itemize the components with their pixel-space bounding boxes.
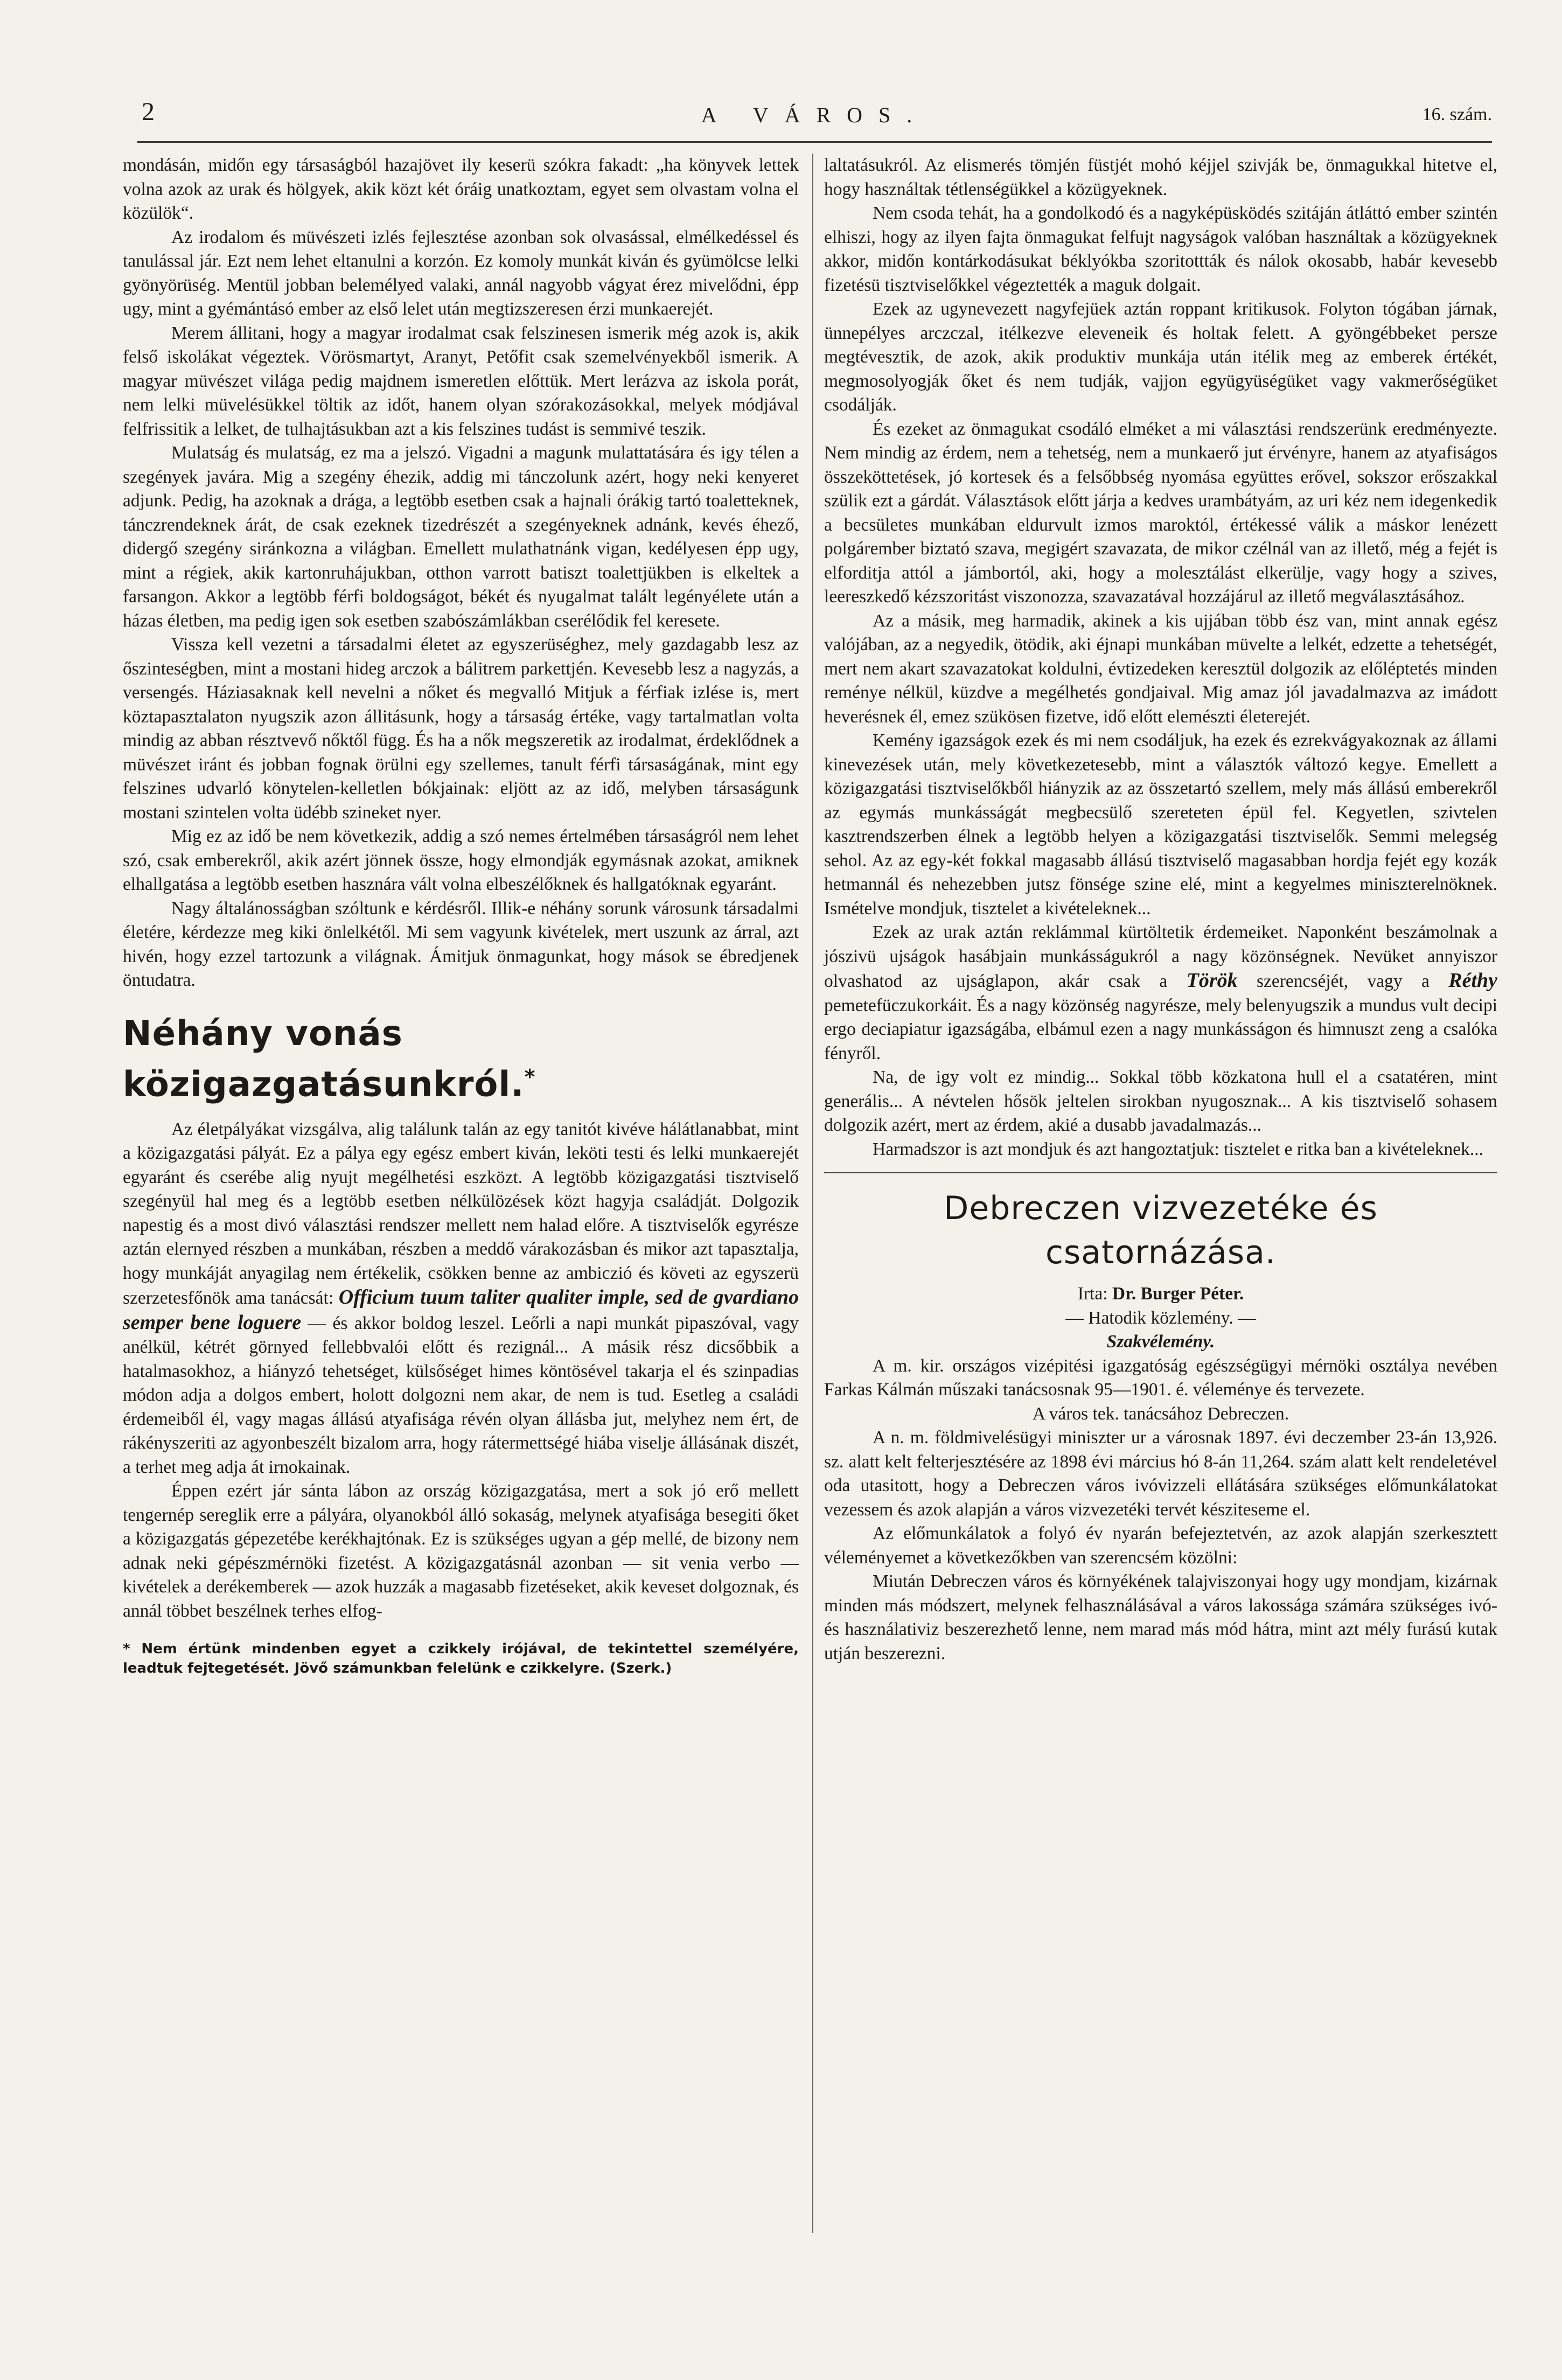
paragraph: Ezek az ugynevezett nagyfejüek aztán roppant kritikusok. Folyton tógában járnak, ünnepélyes arczczal, itélkezve eleveneik és holtak felett. A gyöngébbeket persze megtévesztik, de azok, akik produktiv munkája után itélik meg az emberek értékét, megmosolyogják őket és nem tudják, vajjon együgyüségüket vagy vakmerőségüket csodálják. xyxy=(824,299,1497,415)
paragraph: Az előmunkálatok a folyó év nyarán befejeztetvén, az azok alapján szerkesztett véleményemet a következőkben van szerencsém közölni: xyxy=(824,1523,1497,1568)
paragraph: Mulatság és mulatság, ez ma a jelszó. Vigadni a magunk mulattatására és igy télen a szegények javára. Mig a szegény éhezik, addig mi tánczolunk azért, hogy neki kenyeret adjunk. Pedig, ha azoknak a drága, a legtöbb esetben csak a hajnali órákig tartó toaletteknek, tánczrendeknek árát, de csak ezeknek tizedrészét a szegényeknek adnánk, kevés éhező, didergő szegény siránkozna a világban. Emellett mulathatnánk vigan, kedélyesen épp ugy, mint a régiek, akik kartonruhájukban, otthon varrott batiszt toalettjükben is elkeltek a farsangon. Akkor a legtöbb férfi boldogságot, békét és nyugalmat talált legényélete után a házas életben, ma pedig igen sok esetben szabószámlákban cserélődik fel keresete. xyxy=(123,443,799,631)
paragraph-text: — és akkor boldog leszel. Leőrli a napi munkát pipaszóval, vagy anélkül, kétrét görnyed fellebbvalói előtt és rezignál... A másik rész dicsőbbik a hatalmasokhoz, a hiányzó tehetséget, külsőséget himes köntösével takarja el és szinpadias módon adja a dolgos embert, holott dolgozni nem akar, de nem is tud. Esetleg a családi érdemeiből él, vagy magas állású atyafisága révén olyan állásba jut, melyhez nem ért, de rákényszeriti az agyonbeszélt bizalom arra, hogy rátermettségé hiába viselje állásának diszét, a terhet meg adja át irnokainak. xyxy=(123,1313,799,1477)
left-column xyxy=(123,154,799,1678)
newspaper-title: A VÁROS. xyxy=(701,103,929,127)
installment-note: — Hatodik közlemény. — xyxy=(1065,1307,1256,1328)
header-rule xyxy=(137,141,1492,143)
latin-motto: Officium tuum taliter qualiter imple, sed de gvardiano semper bene loguere xyxy=(123,1286,799,1334)
paragraph: Vissza kell vezetni a társadalmi életet az egyszerüséghez, mely gazdagabb lesz az őszinteségben, mint a mostani hideg arczok a bálitrem parkettjén. Kevesebb lesz a nagyzás, a versengés. Háziasaknak kell nevelni a nőket és megvalló Mitjuk a férfiak izlése is, mert köztapasztalaton nyugszik azon állitásunk, hogy a társaság értéke, vagy tartalmatlan volta mindig az abban résztvevő nőktől függ. És ha a nők megszeretik az irodalmat, érdeklődnek a müvészet iránt és jobban fognak örülni egy szellemes, tanult férfi társaságának, mint egy felszines udvarló könytelen-kelletlen bókjainak: eljött az az idő, melyben társaságunk mostani szintelen volta üdébb szineket nyer. xyxy=(123,635,799,823)
paragraph: És ezeket az önmagukat csodáló elméket a mi választási rendszerünk eredményezte. Nem mindig az érdem, nem a tehetség, nem a munkaerő jut érvényre, hanem az atyafiságos összeköttetések, jó kortesek és a felsőbbség nyomása együttes erővel, sokszor erőszakkal szülik ezt a gárdát. Választások előtt járja a kedves urambátyám, az uri kéz nem idegenkedik a becsületes munkában eldurvult izmos maroktól, értékessé válik a máskor lenézett polgárember biztató szava, megigért szavazata, de mikor czélnál van az illető, még a fejét is elforditja attól a jámbortól, aki, hogy a molesztálást elkerülje, vagy hogy a szives, leereszkedő kézszoritást viszonozza, szavazatával hozzájárul az illető megválasztásához. xyxy=(824,419,1497,607)
paragraph: A m. kir. országos vizépitési igazgatóság egészségügyi mérnöki osztálya nevében Farkas Kálmán műszaki tanácsosnak 95—1901. é. véleménye és tervezete. xyxy=(824,1355,1497,1400)
paragraph: Kemény igazságok ezek és mi nem csodáljuk, ha ezek és ezrekvágyakoznak az állami kinevezések után, mely következetesebb, mint a választók változó kegye. Emellett a közigazgatási tisztviselőkből hiányzik az az összetartó szellem, mely más állású emberekről az egymás munkásságát megbecsülő szereteten épül fel. Kegyetlen, szivtelen kasztrendszerben élnek a legtöbb helyen a közigazgatási tisztviselők. Semmi melegség sehol. Az az egy-két fokkal magasabb állású tisztviselő magasabban hordja fejét egy kozák hetmannál és nehezebben jutsz fönsége szine elé, mint a kegyelmes miniszterelnöknek. Ismételve mondjuk, tisztelet a kivételeknek... xyxy=(824,730,1497,918)
paragraph: Nagy általánosságban szóltunk e kérdésről. Illik-e néhány sorunk városunk társadalmi életére, kérdezze meg kiki önlelkétől. Mi sem vagyunk kivételek, mert uszunk az árral, azt hivén, hogy ezzel tartozunk a világnak. Ámitjuk önmagunkat, hogy mások se ébredjenek öntudatra. xyxy=(123,898,799,990)
byline-prefix: Irta: xyxy=(1077,1284,1108,1304)
paragraph: Na, de igy volt ez mindig... Sokkal több közkatona hull el a csatatéren, mint generális... A névtelen hősök jeltelen sirokban nyugosznak... A kis tisztviselő sohasem dolgozik azért, mert az érdem, akié a dusabb javadalmazás... xyxy=(824,1067,1497,1135)
address-line: A város tek. tanácsához Debreczen. xyxy=(1032,1403,1289,1424)
byline xyxy=(824,1282,1497,1306)
column-divider xyxy=(812,154,813,2233)
paragraph: Merem állitani, hogy a magyar irodalmat csak felszinesen ismerik még azok is, akik felső iskolákat végeztek. Vörösmartyt, Aranyt, Petőfit csak szemelvényekből ismerik. A magyar müvészet világa pedig majdnem ismeretlen előttük. Mert lerázva az iskola porát, nem lelki müvelésükkel töltik az időt, hanem olyan szórakozásokkal, melyek módjával felfrissitik a lelket, de tulhajtásukban azt a kis felszines tudást is semmivé teszik. xyxy=(123,323,799,439)
right-column xyxy=(824,154,1497,1666)
page-number: 2 xyxy=(142,98,155,126)
section-title-text: Néhány vonás közigazgatásunkról. xyxy=(123,1013,525,1104)
brand-name: Réthy xyxy=(1448,969,1498,992)
paragraph-text: pemetefüczukorkáit. És a nagy közönség nagyrésze, mely belenyugszik a mundus vult decipi ergo deciapiatur igazságába, elbámul ezen a nagy munkásságon és himnuszt zeng a csalóka fényről. xyxy=(824,995,1497,1063)
paragraph: A n. m. földmivelésügyi miniszter ur a városnak 1897. évi deczember 23-án 13,926. sz. alatt kelt felterjesztésére az 1898 évi március hó 8-án 11,264. szám alatt kelt rendeletével oda utasitott, hogy a Debreczen város ivóvizzeli ellátására szükséges előmunkálatokat vezessem és azok alapján a város vizvezetéki tervét késziteseme el. xyxy=(824,1428,1497,1520)
paragraph: Éppen ezért jár sánta lábon az ország közigazgatása, mert a sok jó erő mellett tengernép sereglik erre a pályára, olyanokból álló sokaság, melynek atyafisága besegiti őket a közigazgatás gépezetébe kerékhajtónak. Ez is szükséges ugyan a gép mellé, de bizony nem adnak neki gépészmérnöki fizetést. A közigazgatásnál azonban — sit venia verbo — kivételek a derékemberek — azok huzzák a magasabb fizetéseket, akik keveset dolgoznak, és annál többet beszélnek terhes elfog- xyxy=(123,1481,799,1621)
section-title xyxy=(123,1012,799,1106)
paragraph-text: szerencséjét, vagy a xyxy=(1256,971,1429,991)
footnote: * Nem értünk mindenben egyet a czikkely irójával, de tekintettel személyére, leadtuk fejtegetését. Jövő számunkban felelünk e czikkelyre. (Szerk.) xyxy=(123,1641,799,1677)
byline-author: Dr. Burger Péter. xyxy=(1112,1284,1244,1304)
paragraph-text: Ezek az urak aztán reklámmal kürtöltetik érdemeiket. Naponként beszámolnak a jószivü ujságok hasábjain munkásságukról a nagy közönségnek. Nevüket annyiszor olvashatod az ujságlapon, akár csak a xyxy=(824,922,1497,991)
article-title: Debreczen vizvezetéke és csatornázása. xyxy=(944,1189,1378,1271)
paragraph xyxy=(123,1118,799,1480)
article-subtitle: Szakvélemény. xyxy=(1106,1332,1215,1352)
paragraph: Az irodalom és müvészeti izlés fejlesztése azonban sok olvasással, elmélkedéssel és tanulással jár. Ezt nem lehet eltanulni a korzón. Ez komoly munkát kiván és gyümölcse lelki gyönyörüség. Mentül jobban belemélyed valaki, annál nagyobb vágyat érez mivelődni, épp ugy, mint a gyémántásó ember az első lelet után megtizszeresen érzi munkaerejét. xyxy=(123,227,799,319)
brand-name: Török xyxy=(1186,969,1238,992)
paragraph xyxy=(824,921,1497,1066)
paragraph: Mig ez az idő be nem következik, addig a szó nemes értelmében társaságról nem lehet szó, csak emberekről, akik azért jönnek össze, hogy elmondják egymásnak azokat, amiknek elhallgatása a legtöbb esetben hasznára vált volna elbeszélőknek és hallgatóknak egyaránt. xyxy=(123,826,799,894)
paragraph: Nem csoda tehát, ha a gondolkodó és a nagyképüsködés szitáján átláttó ember szintén elhiszi, hogy az ilyen fajta önmagukat felfujt nagyságok valóban használtak a közügyeknek akkor, midőn kontárkodásukat béklyókba szoritottták és nálok okosabb, habár kevesebb fizetésü tisztviselőkkel végeztették a maguk dolgait. xyxy=(824,203,1497,295)
footnote-marker: * xyxy=(524,1064,536,1089)
paragraph: laltatásukról. Az elismerés tömjén füstjét mohó kéjjel szivják be, önmagukkal hitetve el, hogy használtak tétlenségükkel a közügyeknek. xyxy=(824,155,1497,199)
paragraph: Az a másik, meg harmadik, akinek a kis ujjában több ész van, mint annak egész valójában, az a negyedik, ötödik, aki éjnapi munkában müvelte a lelkét, edzette a tehetségét, mert nem akart szavazatokat koldulni, évtizedeken keresztül dolgozik az előléptetés minden reménye nélkül, küzdve a megélhetés gondjaival. Mig amaz jól javadalmazva az imádott heverésnek él, emez szükösen fizetve, idő előtt elemészti életerejét. xyxy=(824,610,1497,727)
page-header xyxy=(137,97,1492,135)
paragraph: mondásán, midőn egy társaságból hazajövet ily keserü szókra fakadt: „ha könyvek lettek volna azok az urak és hölgyek, akik közt két óráig unatkoztam, egyet sem olvastam volna el közülök“. xyxy=(123,155,799,223)
paragraph-text: Az életpályákat vizsgálva, alig találunk talán az egy tanitót kivéve hálátlanabbat, mint a közigazgatási pályát. Ez a pálya egy egész embert kiván, leköti testi és lelki munkaerejét egyaránt és cserébe alig nyujt megélhetési eszközt. A legtöbb közigazgatási tisztviselő szegényül hal meg és a legtöbb esetben nélkülözések közt hagyja családját. Dolgozik napestig és a most divó választási rendszer mellett nem halad előre. A tisztviselők egyrésze aztán elernyed részben a munkában, részben a meddő várakozásban és mikor azt tapasztalja, hogy munkáját anyagilag nem értékelik, csökken benne az ambiczió és követi az egyszerü szerzetesfőnök ama tanácsát: xyxy=(123,1119,799,1309)
issue-number: 16. szám. xyxy=(1422,105,1492,124)
article-separator xyxy=(824,1172,1497,1173)
paragraph: Miután Debreczen város és környékének talajviszonyai hogy ugy mondjam, kizárnak minden más módszert, melynek felhasználásával a város lakossága számára szükséges ivó- és használativiz beszerezhető lenne, nem marad más mód hátra, mint azt mély furású kutak utján beszerezni. xyxy=(824,1571,1497,1664)
paragraph: Harmadszor is azt mondjuk és azt hangoztatjuk: tisztelet e ritka ban a kivételeknek... xyxy=(873,1139,1483,1159)
